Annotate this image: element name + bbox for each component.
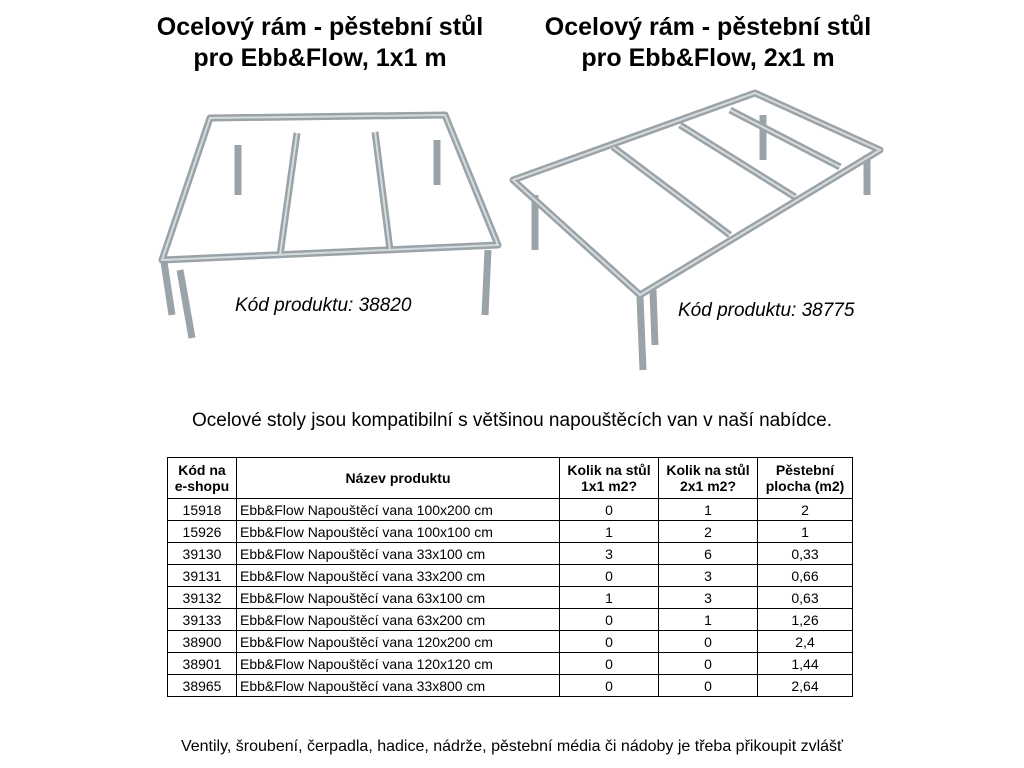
cell-code: 38900 [168,631,237,653]
cell-name: Ebb&Flow Napouštěcí vana 120x200 cm [237,631,560,653]
cell-qty-1x1: 3 [560,543,659,565]
col-header-code: Kód na e-shopu [168,458,237,499]
cell-area: 1 [758,521,853,543]
compatibility-table [167,457,853,697]
product-title-line2: pro Ebb&Flow, 1x1 m [193,44,447,72]
product-title-line1: Ocelový rám - pěstební stůl [544,13,872,41]
cell-name: Ebb&Flow Napouštěcí vana 63x200 cm [237,609,560,631]
cell-code: 39132 [168,587,237,609]
table-row [168,675,853,697]
cell-area: 2,4 [758,631,853,653]
cell-name: Ebb&Flow Napouštěcí vana 63x100 cm [237,587,560,609]
cell-area: 2,64 [758,675,853,697]
col-header-qty-1x1: Kolik na stůl 1x1 m2? [560,458,659,499]
col-header-name: Název produktu [237,458,560,499]
table-row [168,543,853,565]
product-title-1x1 [110,12,530,74]
cell-area: 1,44 [758,653,853,675]
cell-qty-2x1: 3 [659,565,758,587]
table-row [168,499,853,521]
cell-qty-2x1: 0 [659,653,758,675]
cell-qty-2x1: 0 [659,631,758,653]
cell-area: 2 [758,499,853,521]
table-header-row [168,458,853,499]
cell-qty-1x1: 0 [560,499,659,521]
cell-qty-1x1: 0 [560,565,659,587]
cell-qty-1x1: 0 [560,653,659,675]
cell-qty-2x1: 1 [659,609,758,631]
col-header-area: Pěstební plocha (m2) [758,458,853,499]
cell-name: Ebb&Flow Napouštěcí vana 33x100 cm [237,543,560,565]
cell-area: 0,33 [758,543,853,565]
cell-qty-2x1: 2 [659,521,758,543]
cell-qty-1x1: 1 [560,587,659,609]
cell-qty-2x1: 3 [659,587,758,609]
table-row [168,521,853,543]
cell-code: 39133 [168,609,237,631]
cell-area: 1,26 [758,609,853,631]
table-row [168,653,853,675]
cell-qty-1x1: 0 [560,609,659,631]
product-title-line2: pro Ebb&Flow, 2x1 m [581,44,835,72]
footer-note: Ventily, šroubení, čerpadla, hadice, nádrže, pěstební média či nádoby je třeba přikoupit zvlášť [180,738,844,755]
cell-code: 15918 [168,499,237,521]
cell-name: Ebb&Flow Napouštěcí vana 120x120 cm [237,653,560,675]
table-row [168,565,853,587]
cell-code: 39131 [168,565,237,587]
cell-qty-1x1: 0 [560,631,659,653]
cell-code: 15926 [168,521,237,543]
table-row [168,609,853,631]
cell-name: Ebb&Flow Napouštěcí vana 100x200 cm [237,499,560,521]
cell-area: 0,63 [758,587,853,609]
product-code-2x1: Kód produktu: 38775 [678,300,855,321]
product-title-2x1 [498,12,918,74]
col-header-qty-2x1: Kolik na stůl 2x1 m2? [659,458,758,499]
cell-code: 38901 [168,653,237,675]
table-row [168,631,853,653]
cell-qty-2x1: 6 [659,543,758,565]
cell-code: 39130 [168,543,237,565]
steel-frame-2x1-image [505,85,900,380]
cell-name: Ebb&Flow Napouštěcí vana 33x800 cm [237,675,560,697]
cell-qty-2x1: 0 [659,675,758,697]
table-row [168,587,853,609]
compatibility-note: Ocelové stoly jsou kompatibilní s většinou napouštěcích van v naší nabídce. [191,410,833,431]
product-title-line1: Ocelový rám - pěstební stůl [156,13,484,41]
cell-name: Ebb&Flow Napouštěcí vana 33x200 cm [237,565,560,587]
cell-code: 38965 [168,675,237,697]
cell-name: Ebb&Flow Napouštěcí vana 100x100 cm [237,521,560,543]
product-code-1x1: Kód produktu: 38820 [235,295,412,316]
cell-qty-2x1: 1 [659,499,758,521]
cell-qty-1x1: 0 [560,675,659,697]
cell-area: 0,66 [758,565,853,587]
cell-qty-1x1: 1 [560,521,659,543]
